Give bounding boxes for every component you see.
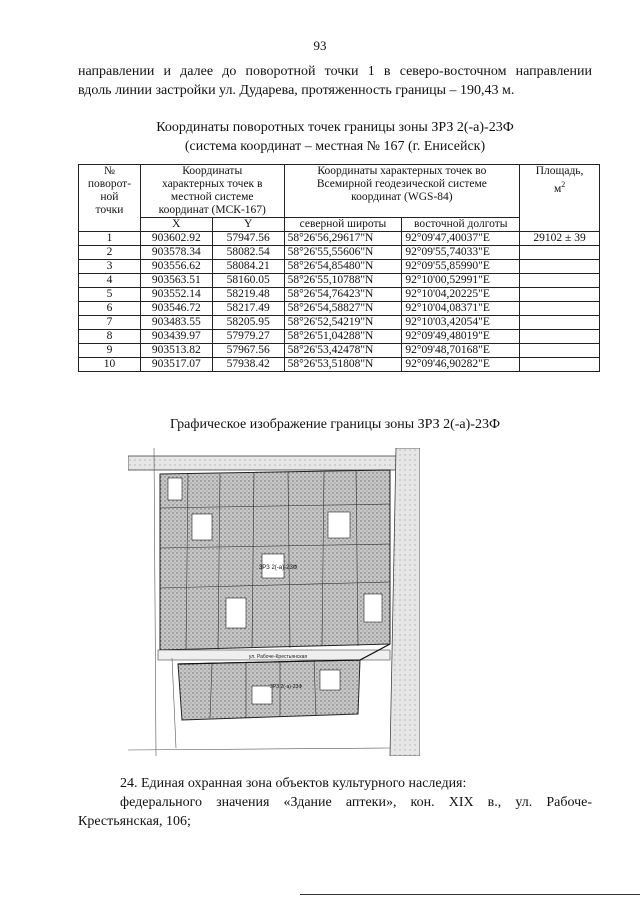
lower-zone-label: ЗРЗ 2(-а)-23Ф: [269, 684, 303, 690]
latitude-cell: 58°26'54,58827"N: [284, 302, 402, 316]
table-row: [79, 302, 600, 316]
area-cell-empty: [520, 316, 600, 330]
longitude-cell: 92°10'03,42054"E: [402, 316, 520, 330]
x-cell: 903483.55: [140, 316, 212, 330]
point-number-cell: 7: [79, 316, 141, 330]
section-24-line-1: 24. Единая охранная зона объектов культурного наследия:: [120, 776, 467, 791]
table-row: [79, 316, 600, 330]
area-cell-empty: [520, 260, 600, 274]
area-cell-empty: [520, 302, 600, 316]
latitude-cell: 58°26'52,54219"N: [284, 316, 402, 330]
section-24-line-2: федерального значения «Здание аптеки», кон. XIX в., ул. Рабоче-: [120, 795, 592, 810]
header-latitude: северной широты: [284, 218, 402, 232]
latitude-cell: 58°26'54,85480"N: [284, 260, 402, 274]
table-row: [79, 330, 600, 344]
y-cell: 58082.54: [212, 246, 284, 260]
coordinates-table: [78, 164, 600, 372]
longitude-cell: 92°10'00,52991"E: [402, 274, 520, 288]
header-y: Y: [212, 218, 284, 232]
table-row: [79, 344, 600, 358]
header-longitude: восточной долготы: [402, 218, 520, 232]
longitude-cell: 92°09'46,90282"E: [402, 358, 520, 372]
intro-line-1: направлении и далее до поворотной точки 1 в северо-восточном направлении: [78, 64, 592, 79]
y-cell: 58219.48: [212, 288, 284, 302]
y-cell: 57947.56: [212, 232, 284, 246]
longitude-cell: 92°10'04,20225"E: [402, 288, 520, 302]
footer-rule: [300, 894, 640, 895]
point-number-cell: 3: [79, 260, 141, 274]
y-cell: 58160.05: [212, 274, 284, 288]
table-title: [78, 118, 592, 156]
header-local-coords: Координаты характерных точек в местной системе координат (МСК-167): [140, 165, 284, 218]
latitude-cell: 58°26'56,29617"N: [284, 232, 402, 246]
latitude-cell: 58°26'53,42478"N: [284, 344, 402, 358]
y-cell: 57979.27: [212, 330, 284, 344]
table-row: [79, 246, 600, 260]
y-cell: 57938.42: [212, 358, 284, 372]
header-x: X: [140, 218, 212, 232]
longitude-cell: 92°09'48,70168"E: [402, 344, 520, 358]
x-cell: 903563.51: [140, 274, 212, 288]
y-cell: 58205.95: [212, 316, 284, 330]
latitude-cell: 58°26'55,10788"N: [284, 274, 402, 288]
longitude-cell: 92°09'55,85990"E: [402, 260, 520, 274]
longitude-cell: 92°09'55,74033"E: [402, 246, 520, 260]
table-row: [79, 232, 600, 246]
x-cell: 903439.97: [140, 330, 212, 344]
latitude-cell: 58°26'51,04288"N: [284, 330, 402, 344]
table-row: [79, 274, 600, 288]
point-number-cell: 10: [79, 358, 141, 372]
area-cell-empty: [520, 330, 600, 344]
point-number-cell: 8: [79, 330, 141, 344]
x-cell: 903602.92: [140, 232, 212, 246]
point-number-cell: 1: [79, 232, 141, 246]
x-cell: 903513.82: [140, 344, 212, 358]
page-number: 93: [313, 38, 327, 53]
latitude-cell: 58°26'54,76423"N: [284, 288, 402, 302]
street-label: ул. Рабоче-Крестьянская: [248, 654, 308, 660]
longitude-cell: 92°09'49,48019"E: [402, 330, 520, 344]
latitude-cell: 58°26'53,51808"N: [284, 358, 402, 372]
area-cell-empty: [520, 246, 600, 260]
y-cell: 57967.56: [212, 344, 284, 358]
area-cell-empty: [520, 288, 600, 302]
lower-block: [178, 660, 360, 720]
area-cell-empty: [520, 358, 600, 372]
y-cell: 58217.49: [212, 302, 284, 316]
table-title-line-2: (система координат – местная № 167 (г. Енисейск): [184, 139, 486, 154]
area-cell-empty: [520, 344, 600, 358]
boundary-map: [128, 448, 420, 756]
intro-line-2: вдоль линии застройки ул. Дударева, протяженность границы – 190,43 м.: [78, 83, 515, 98]
header-point-number: № поворот- ной точки: [79, 165, 141, 232]
x-cell: 903552.14: [140, 288, 212, 302]
upper-block: [160, 470, 390, 650]
point-number-cell: 5: [79, 288, 141, 302]
longitude-cell: 92°09'47,40037"E: [402, 232, 520, 246]
area-cell: 29102 ± 39: [520, 232, 600, 246]
longitude-cell: 92°10'04,08371"E: [402, 302, 520, 316]
point-number-cell: 9: [79, 344, 141, 358]
area-cell-empty: [520, 274, 600, 288]
intro-paragraph: [78, 62, 592, 100]
latitude-cell: 58°26'55,55606"N: [284, 246, 402, 260]
x-cell: 903556.62: [140, 260, 212, 274]
section-24: [78, 774, 592, 831]
x-cell: 903517.07: [140, 358, 212, 372]
x-cell: 903546.72: [140, 302, 212, 316]
point-number-cell: 6: [79, 302, 141, 316]
y-cell: 58084.21: [212, 260, 284, 274]
map-title: Графическое изображение границы зоны ЗРЗ 2(-а)-23Ф: [169, 417, 501, 432]
header-area: Площадь, $м^2$: [520, 165, 600, 232]
point-number-cell: 2: [79, 246, 141, 260]
table-row: [79, 260, 600, 274]
header-wgs-coords: Координаты характерных точек во Всемирной геодезической системе координат (WGS-84): [284, 165, 520, 218]
section-24-line-3: Крестьянская, 106;: [78, 814, 191, 829]
upper-zone-label: ЗРЗ 2(-а)-23Ф: [258, 565, 298, 571]
point-number-cell: 4: [79, 274, 141, 288]
table-title-line-1: Координаты поворотных точек границы зоны ЗРЗ 2(-а)-23Ф: [156, 120, 514, 135]
table-row: [79, 358, 600, 372]
table-row: [79, 288, 600, 302]
x-cell: 903578.34: [140, 246, 212, 260]
